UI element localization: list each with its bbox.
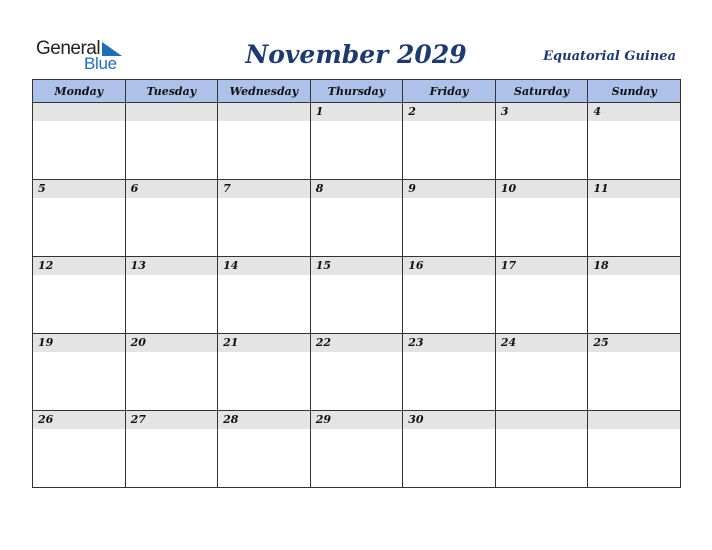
day-number: 5 <box>38 182 46 195</box>
weekday-header: Sunday <box>588 80 681 103</box>
day-cell <box>218 103 311 180</box>
logo-word-general: General <box>36 38 101 59</box>
country-label: Equatorial Guinea <box>543 49 676 64</box>
day-cell <box>310 411 403 488</box>
day-number: 9 <box>408 182 416 195</box>
weekday-header-row <box>33 80 681 103</box>
day-number: 4 <box>593 105 602 118</box>
day-number: 17 <box>500 259 517 272</box>
day-number: 2 <box>408 105 416 118</box>
weekday-header: Thursday <box>310 80 403 103</box>
day-number: 29 <box>315 413 331 426</box>
day-cell <box>403 257 496 334</box>
day-cell <box>218 180 311 257</box>
day-number: 28 <box>223 413 239 426</box>
day-number: 22 <box>315 336 331 349</box>
day-cell <box>310 180 403 257</box>
day-number: 11 <box>593 182 609 195</box>
day-number: 7 <box>223 182 231 195</box>
day-number: 13 <box>130 259 146 272</box>
day-cell <box>33 180 126 257</box>
day-cell <box>33 334 126 411</box>
day-cell <box>310 257 403 334</box>
weekday-header: Wednesday <box>218 80 311 103</box>
day-cell <box>403 334 496 411</box>
day-cell <box>495 257 588 334</box>
day-cell <box>588 411 681 488</box>
day-number: 16 <box>408 259 424 272</box>
day-number: 25 <box>593 336 609 349</box>
day-cell <box>125 334 218 411</box>
day-number: 14 <box>223 259 239 272</box>
day-cell <box>218 334 311 411</box>
day-cell <box>218 411 311 488</box>
day-cell <box>495 103 588 180</box>
day-number: 12 <box>38 259 54 272</box>
day-cell <box>588 257 681 334</box>
day-number: 18 <box>593 259 609 272</box>
day-number: 10 <box>500 182 517 195</box>
day-cell <box>125 180 218 257</box>
day-cell <box>403 411 496 488</box>
week-row <box>33 257 681 334</box>
day-cell <box>495 180 588 257</box>
logo-word-blue: Blue <box>84 54 117 73</box>
calendar-grid <box>32 79 681 488</box>
day-number: 3 <box>500 105 509 118</box>
day-number: 1 <box>315 105 324 118</box>
day-number: 20 <box>130 336 146 349</box>
day-cell <box>33 257 126 334</box>
day-cell <box>218 257 311 334</box>
week-row <box>33 411 681 488</box>
day-number: 23 <box>408 336 424 349</box>
day-number: 30 <box>408 413 424 426</box>
weekday-header: Monday <box>33 80 126 103</box>
weekday-header: Tuesday <box>125 80 218 103</box>
weekday-header: Saturday <box>495 80 588 103</box>
day-cell <box>588 103 681 180</box>
day-number: 19 <box>38 336 54 349</box>
day-number: 8 <box>315 182 324 195</box>
day-number: 6 <box>130 182 139 195</box>
day-number: 26 <box>38 413 54 426</box>
day-cell <box>588 180 681 257</box>
day-cell <box>495 411 588 488</box>
day-cell <box>403 180 496 257</box>
day-cell <box>125 411 218 488</box>
page-title: November 2029 <box>245 40 467 69</box>
day-cell <box>588 334 681 411</box>
day-cell <box>310 103 403 180</box>
week-row <box>33 180 681 257</box>
day-number: 15 <box>315 259 331 272</box>
weekday-header: Friday <box>403 80 496 103</box>
day-cell <box>33 103 126 180</box>
week-row <box>33 334 681 411</box>
day-cell <box>33 411 126 488</box>
day-cell <box>125 103 218 180</box>
day-number: 21 <box>223 336 239 349</box>
day-number: 27 <box>130 413 146 426</box>
week-row <box>33 103 681 180</box>
day-cell <box>495 334 588 411</box>
day-cell <box>125 257 218 334</box>
day-cell <box>403 103 496 180</box>
day-number: 24 <box>500 336 517 349</box>
day-cell <box>310 334 403 411</box>
